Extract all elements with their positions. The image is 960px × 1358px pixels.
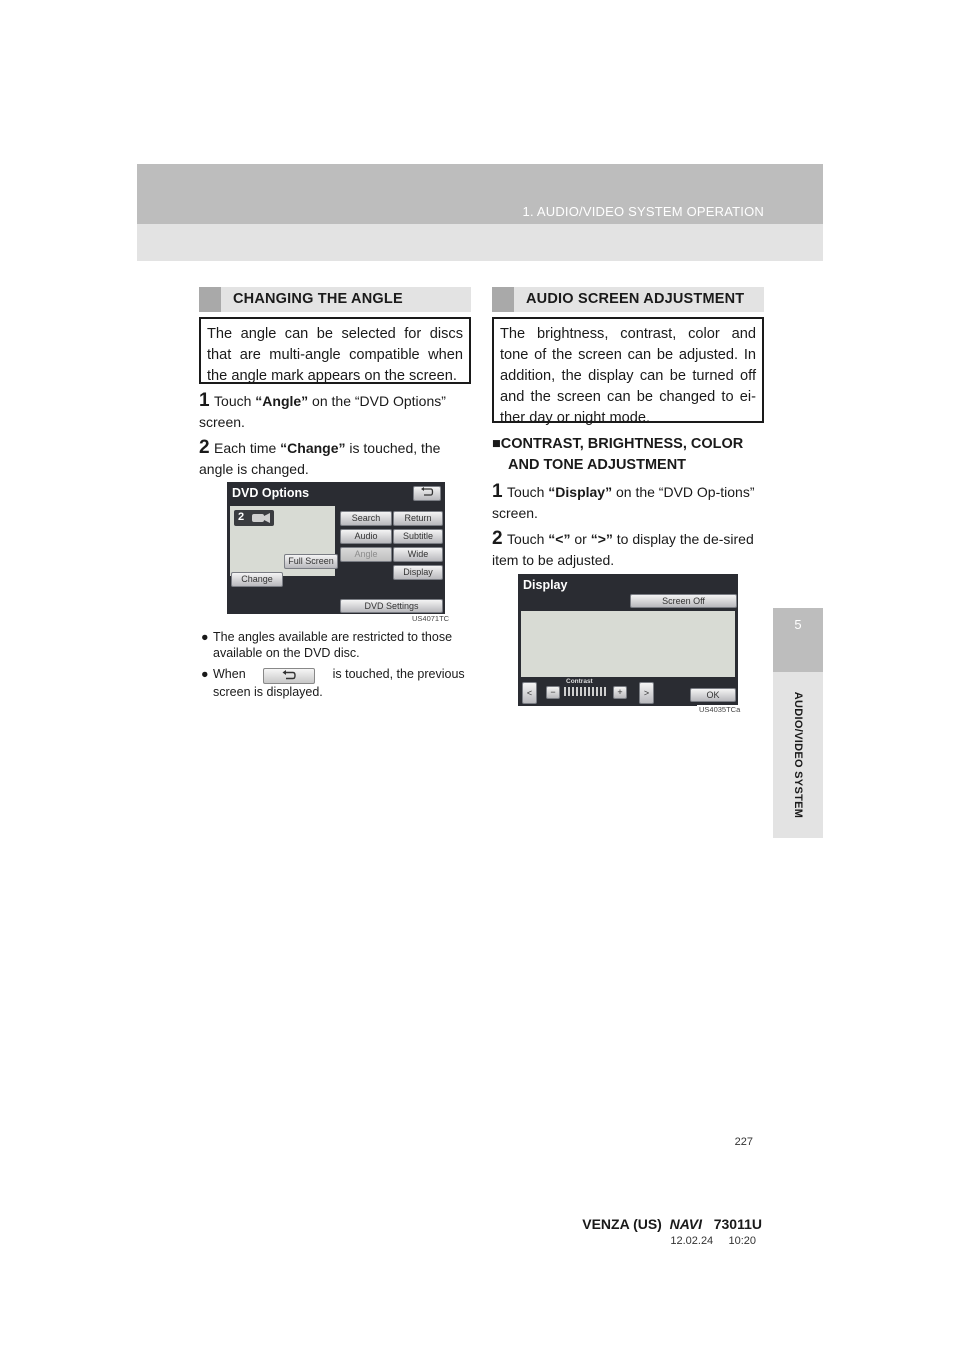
- search-button[interactable]: Search: [340, 511, 392, 526]
- ok-button[interactable]: OK: [690, 688, 736, 702]
- screen-title: DVD Options: [232, 486, 310, 500]
- screen-off-button[interactable]: Screen Off: [630, 594, 737, 608]
- increase-button[interactable]: +: [613, 686, 627, 699]
- screen-title: Display: [523, 578, 568, 592]
- return-button[interactable]: Return: [393, 511, 443, 526]
- step-number: 2: [199, 437, 210, 458]
- wide-button[interactable]: Wide: [393, 547, 443, 562]
- contrast-level-bar: [564, 687, 608, 696]
- chapter-label: AUDIO/VIDEO SYSTEM: [792, 691, 804, 819]
- intro-text: The angle can be selected for discs that are multi-angle compatible when the angle mark appears on the screen.: [207, 326, 463, 384]
- section-title: 1. AUDIO/VIDEO SYSTEM OPERATION: [522, 204, 764, 219]
- page-number: 227: [734, 1136, 753, 1148]
- preview-area: [521, 611, 735, 677]
- header-subband: [137, 224, 823, 261]
- camera-icon: [251, 512, 271, 524]
- intro-box-angle: [199, 317, 471, 384]
- heading-text: CHANGING THE ANGLE: [233, 291, 403, 307]
- angle-mark: [234, 510, 274, 526]
- heading-marker: [492, 287, 514, 312]
- heading-changing-angle: [199, 287, 471, 312]
- angle-number: 2: [238, 511, 245, 523]
- back-button-inline: [263, 668, 315, 684]
- subtitle-button[interactable]: Subtitle: [393, 529, 443, 544]
- change-button[interactable]: Change: [231, 572, 283, 587]
- bullet-dot-icon: ●: [201, 630, 209, 644]
- heading-audio-screen: [492, 287, 764, 312]
- figure-code: US4035TCa: [699, 705, 741, 714]
- chapter-number: 5: [794, 617, 802, 632]
- display-screenshot: [518, 574, 738, 706]
- step-number: 1: [199, 390, 210, 411]
- step-1-display: 1 Touch “Display” on the “DVD Op-tions” screen.: [492, 481, 755, 521]
- step-number: 2: [492, 528, 503, 549]
- prev-item-button[interactable]: <: [522, 682, 537, 704]
- heading-marker: [199, 287, 221, 312]
- audio-button[interactable]: Audio: [340, 529, 392, 544]
- back-arrow-icon: [281, 670, 297, 681]
- step-2-display: 2 Touch “<” or “>” to display the de-sired item to be adjusted.: [492, 528, 754, 568]
- subheading-contrast: ■CONTRAST, BRIGHTNESS, COLOR AND TONE ADJUSTMENT: [492, 436, 744, 473]
- heading-text: AUDIO SCREEN ADJUSTMENT: [526, 291, 745, 307]
- bullet-dot-icon: ●: [201, 667, 209, 681]
- step-2-angle: 2 Each time “Change” is touched, the angle is changed.: [199, 437, 441, 477]
- next-item-button[interactable]: >: [639, 682, 654, 704]
- figure-code: US4071TC: [412, 614, 450, 623]
- contrast-label: Contrast: [566, 678, 593, 685]
- display-button[interactable]: Display: [393, 565, 443, 580]
- intro-text: The brightness, contrast, color and tone of the screen can be adjusted. In addition, the display can be turned off and the screen can be changed to ei-ther day or night mode.: [500, 326, 756, 426]
- back-arrow-icon: [420, 487, 434, 497]
- dvd-options-screenshot: [227, 482, 445, 614]
- model-code: VENZA (US) NAVI 73011U: [582, 1216, 762, 1232]
- print-date: 12.02.24 10:20: [670, 1235, 756, 1247]
- angle-button[interactable]: Angle: [340, 547, 392, 562]
- intro-box-audio: [492, 317, 764, 426]
- dvd-settings-button[interactable]: DVD Settings: [340, 599, 443, 613]
- bullet-back-button: ● When is touched, the previous screen is displayed.: [201, 667, 465, 699]
- step-1-angle: 1 Touch “Angle” on the “DVD Options” screen.: [199, 390, 446, 430]
- back-button[interactable]: [413, 486, 441, 501]
- decrease-button[interactable]: −: [546, 686, 560, 699]
- bullet-angles-restricted: ● The angles available are restricted to those available on the DVD disc.: [201, 630, 453, 660]
- step-number: 1: [492, 481, 503, 502]
- full-screen-button[interactable]: Full Screen: [284, 554, 338, 569]
